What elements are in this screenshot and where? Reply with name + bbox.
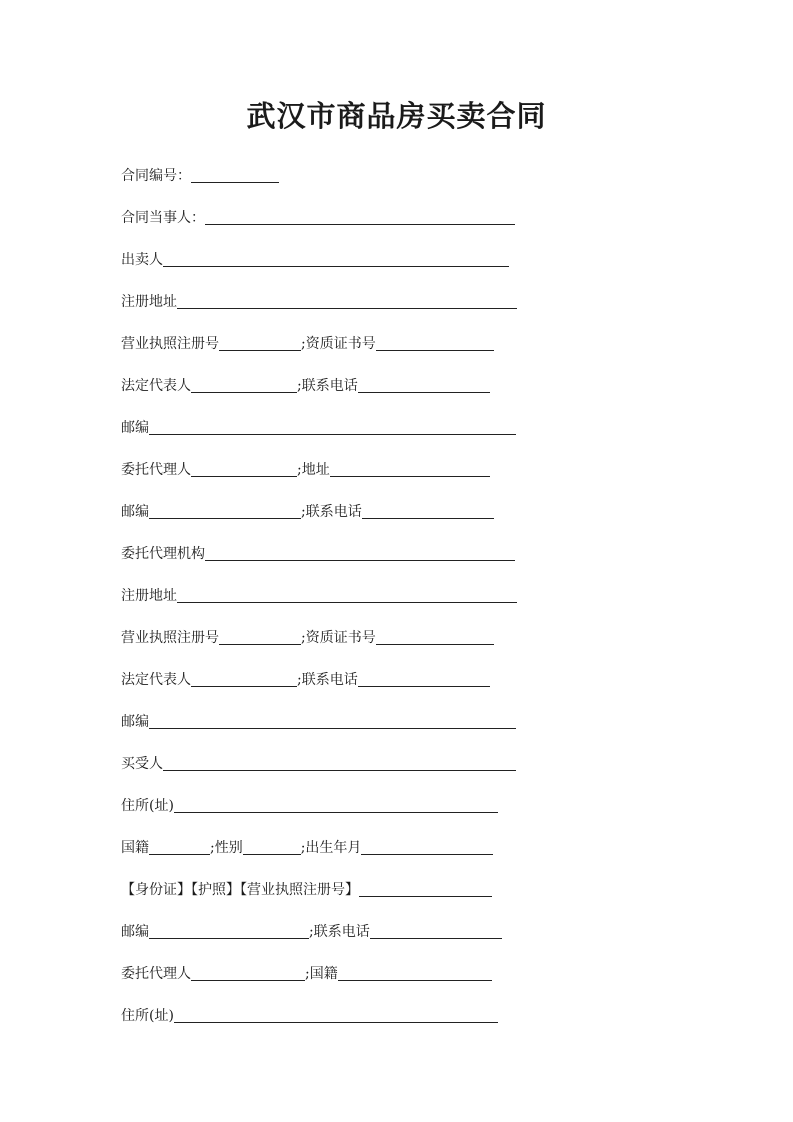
postcode-label: 邮编 [121, 420, 149, 436]
gender-blank[interactable] [243, 840, 301, 855]
reg-addr-blank[interactable] [177, 294, 517, 309]
legal-rep-blank[interactable] [191, 378, 297, 393]
qual-cert-label: ;资质证书号 [301, 630, 376, 646]
residence-blank[interactable] [174, 1008, 498, 1023]
residence-line-2 [121, 1006, 498, 1026]
residence-line-1 [121, 796, 498, 816]
license-no-blank[interactable] [219, 336, 301, 351]
phone-blank[interactable] [358, 378, 490, 393]
nationality-blank[interactable] [338, 966, 492, 981]
birth-label: ;出生年月 [300, 840, 362, 856]
postcode-line-3 [121, 712, 516, 732]
agent-line-2 [121, 964, 492, 984]
reg-addr-blank[interactable] [177, 588, 517, 603]
contract-no-blank[interactable] [191, 168, 279, 183]
legal-rep-line-1 [121, 376, 490, 396]
id-number-blank[interactable] [359, 882, 492, 897]
birth-blank[interactable] [361, 840, 493, 855]
license-line-1 [121, 334, 494, 354]
phone-label: ;联系电话 [301, 504, 362, 520]
residence-label: 住所(址) [121, 798, 174, 814]
qual-cert-label: ;资质证书号 [301, 336, 376, 352]
postcode-blank[interactable] [149, 714, 516, 729]
reg-addr-label: 注册地址 [121, 294, 177, 310]
postcode-label: 邮编 [121, 504, 149, 520]
phone-label: ;联系电话 [297, 672, 358, 688]
postcode-line-1 [121, 418, 516, 438]
phone-blank[interactable] [370, 924, 502, 939]
postcode-label: 邮编 [121, 714, 149, 730]
contract-no-label: 合同编号： [121, 168, 191, 184]
reg-addr-line-1 [121, 292, 517, 312]
nationality-label: ;国籍 [305, 966, 338, 982]
agent-line-1 [121, 460, 490, 480]
phone-label: ;联系电话 [297, 378, 358, 394]
license-no-label: 营业执照注册号 [121, 630, 219, 646]
postcode-blank[interactable] [149, 924, 309, 939]
legal-rep-line-2 [121, 670, 490, 690]
legal-rep-blank[interactable] [191, 672, 297, 687]
qual-cert-blank[interactable] [376, 630, 494, 645]
parties-label: 合同当事人： [121, 210, 205, 226]
id-types-label: 【身份证】【护照】【营业执照注册号】 [121, 882, 359, 898]
contract-no-line [121, 166, 279, 186]
agency-label: 委托代理机构 [121, 546, 205, 562]
agent-label: 委托代理人 [121, 462, 191, 478]
license-no-blank[interactable] [219, 630, 301, 645]
residence-label: 住所(址) [121, 1008, 174, 1024]
license-no-label: 营业执照注册号 [121, 336, 219, 352]
seller-line [121, 250, 509, 270]
agent-blank[interactable] [191, 462, 297, 477]
document-title: 武汉市商品房买卖合同 [246, 99, 547, 133]
phone-label: ;联系电话 [309, 924, 370, 940]
gender-label: ;性别 [210, 840, 243, 856]
address-label: ;地址 [297, 462, 330, 478]
legal-rep-label: 法定代表人 [121, 672, 191, 688]
postcode-blank[interactable] [149, 420, 516, 435]
agency-line [121, 544, 515, 564]
reg-addr-line-2 [121, 586, 517, 606]
residence-blank[interactable] [174, 798, 498, 813]
phone-blank[interactable] [358, 672, 490, 687]
buyer-blank[interactable] [163, 756, 516, 771]
buyer-label: 买受人 [121, 756, 163, 772]
agent-blank[interactable] [191, 966, 305, 981]
address-blank[interactable] [330, 462, 490, 477]
license-line-2 [121, 628, 494, 648]
seller-label: 出卖人 [121, 252, 163, 268]
nationality-label: 国籍 [121, 840, 149, 856]
phone-blank[interactable] [362, 504, 494, 519]
postcode-line-2 [121, 502, 494, 522]
postcode-line-4 [121, 922, 502, 942]
nationality-blank[interactable] [149, 840, 210, 855]
nationality-line [121, 838, 493, 858]
postcode-blank[interactable] [149, 504, 301, 519]
buyer-line [121, 754, 516, 774]
agent-label: 委托代理人 [121, 966, 191, 982]
parties-line [121, 208, 515, 228]
id-types-line [121, 880, 492, 900]
agency-blank[interactable] [205, 546, 515, 561]
legal-rep-label: 法定代表人 [121, 378, 191, 394]
parties-blank[interactable] [205, 210, 515, 225]
reg-addr-label: 注册地址 [121, 588, 177, 604]
seller-blank[interactable] [163, 252, 509, 267]
postcode-label: 邮编 [121, 924, 149, 940]
qual-cert-blank[interactable] [376, 336, 494, 351]
